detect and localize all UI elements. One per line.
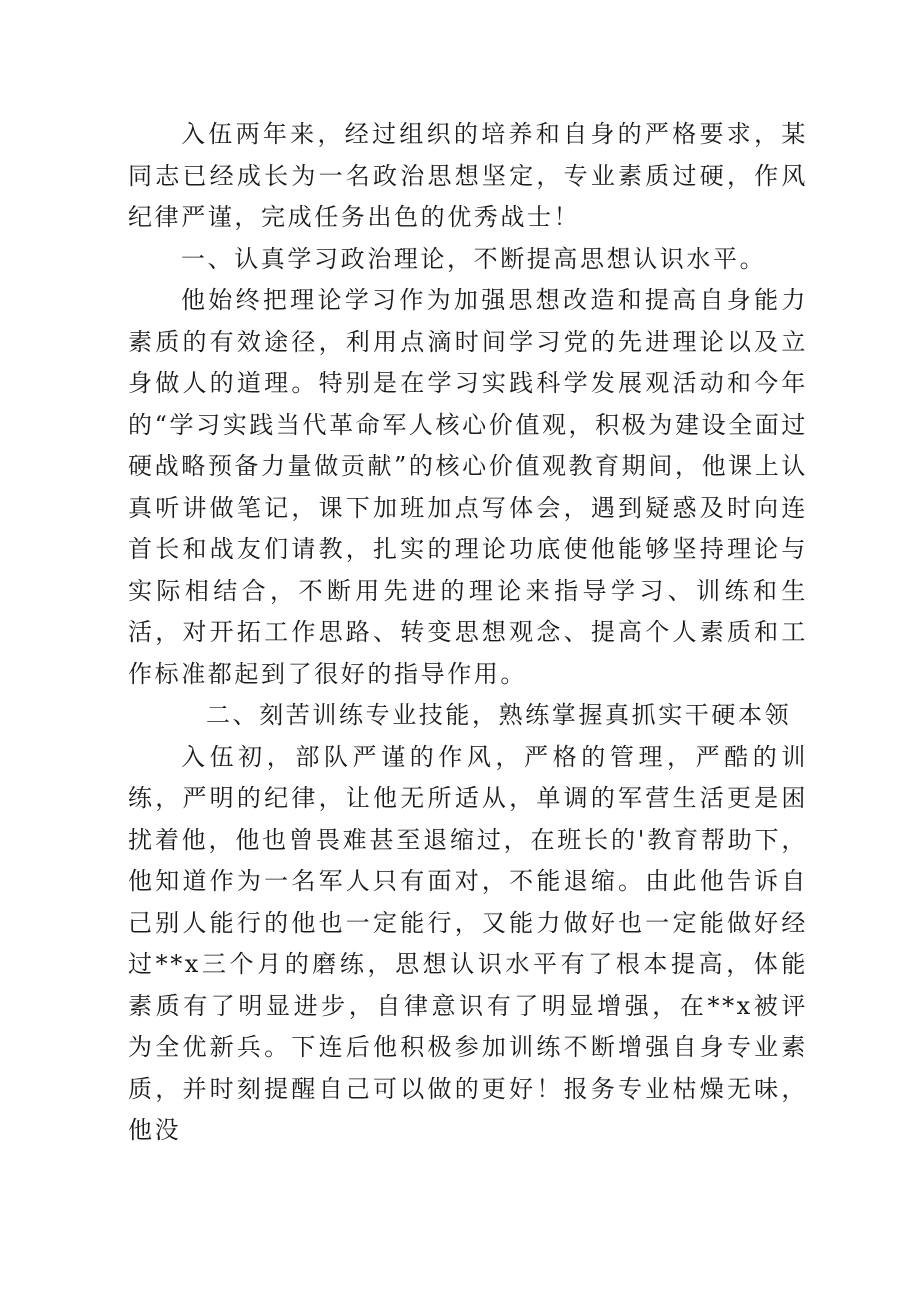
section-heading-2: 二、刻苦训练专业技能，熟练掌握真抓实干硬本领 (206, 701, 792, 729)
section-1-paragraph: 他始终把理论学习作为加强思想改造和提高自身能力素质的有效途径，利用点滴时间学习党的先进理论以及立身做人的道理。特别是在学习实践科学发展观活动和今年的“学习实践当代革命军人核心价值观，积极为建设全面过硬战略预备力量做贡献”的核心价值观教育期间，他课上认真听讲做笔记，课下加班加点写体会，遇到疑惑及时向连首长和战友们请教，扎实的理论功底使他能够坚持理论与实际相结合，不断用先进的理论来指导学习、训练和生活，对开拓工作思路、转变思想观念、提高个人素质和工作标准都起到了很好的指导作用。 (128, 286, 808, 688)
document-body (128, 114, 808, 1152)
section-heading-1: 一、认真学习政治理论，不断提高思想认识水平。 (181, 244, 767, 273)
section-2-paragraph: 入伍初，部队严谨的作风，严格的管理，严酷的训练，严明的纪律，让他无所适从，单调的军营生活更是困扰着他，他也曾畏难甚至退缩过，在班长的'教育帮助下，他知道作为一名军人只有面对，不能退缩。由此他告诉自己别人能行的他也一定能行，又能力做好也一定能做好经过**x三个月的磨练，思想认识水平有了根本提高，体能素质有了明显进步，自律意识有了明显增强，在**x被评为全优新兵。下连后他积极参加训练不断增强自身专业素质，并时刻提醒自己可以做的更好！报务专业枯燥无味，他没 (128, 742, 808, 1144)
intro-paragraph: 入伍两年来，经过组织的培养和自身的严格要求，某同志已经成长为一名政治思想坚定，专业素质过硬，作风纪律严谨，完成任务出色的优秀战士！ (128, 120, 808, 231)
